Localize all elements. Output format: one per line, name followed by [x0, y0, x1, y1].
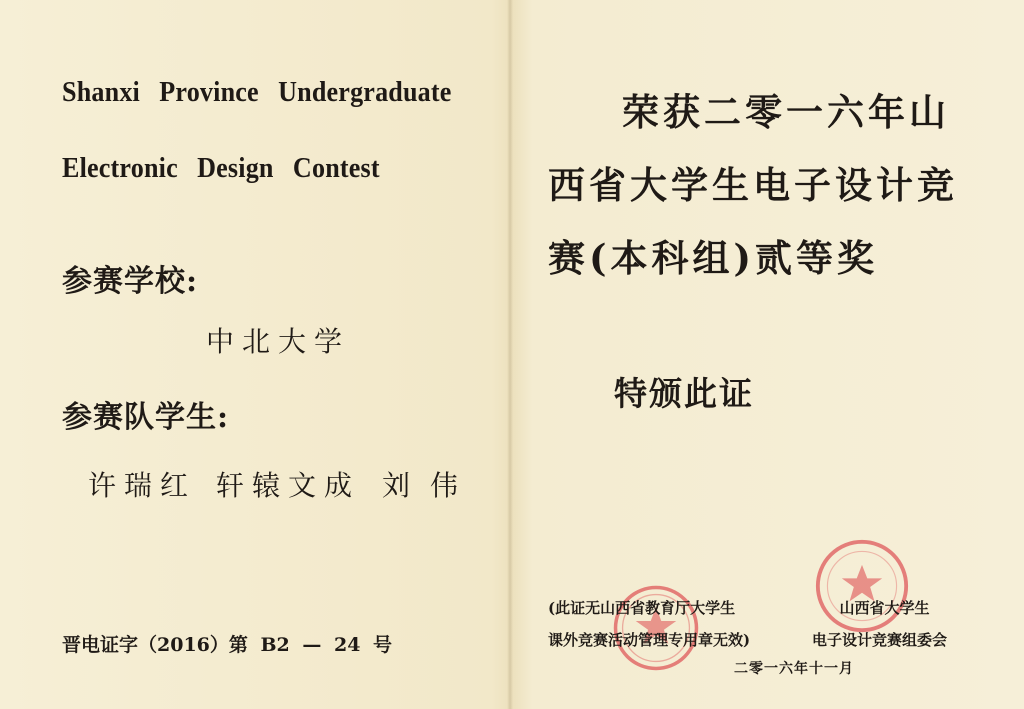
- award-statement: [548, 76, 978, 295]
- student-name-3: 刘伟: [382, 469, 479, 502]
- english-contest-title: [62, 72, 458, 188]
- school-name: 中北大学: [206, 325, 351, 358]
- award-line-1: 荣获二零一六年山: [622, 90, 950, 134]
- validity-note-line-1: (此证无山西省教育厅大学生: [548, 599, 736, 617]
- left-page: [0, 0, 508, 709]
- right-page: [512, 0, 1024, 709]
- student-name-2: 轩辕文成: [216, 469, 361, 502]
- issuer: [812, 592, 947, 656]
- students-label: 参赛队学生:: [62, 400, 230, 435]
- award-line-2: 西省大学生电子设计竞: [548, 163, 958, 207]
- school-label: 参赛学校:: [62, 264, 199, 299]
- issuer-line-1: 山西省大学生: [839, 599, 930, 617]
- certificate-number: 晋电证字（2016）第 B2 — 24 号: [62, 634, 393, 656]
- award-line-3: 赛(本科组)贰等奖: [548, 236, 879, 280]
- student-name-1: 许瑞红: [88, 469, 197, 502]
- english-title-line-2: Electronic Design Contest: [62, 152, 380, 184]
- english-title-line-1: Shanxi Province Undergraduate: [62, 76, 452, 108]
- special-award-text: 特颁此证: [614, 374, 754, 413]
- validity-note-line-2: 课外竞赛活动管理专用章无效): [548, 631, 751, 649]
- issuer-line-2: 电子设计竞赛组委会: [812, 631, 948, 649]
- validity-note: [548, 592, 750, 656]
- issue-date: 二零一六年十一月: [734, 661, 854, 677]
